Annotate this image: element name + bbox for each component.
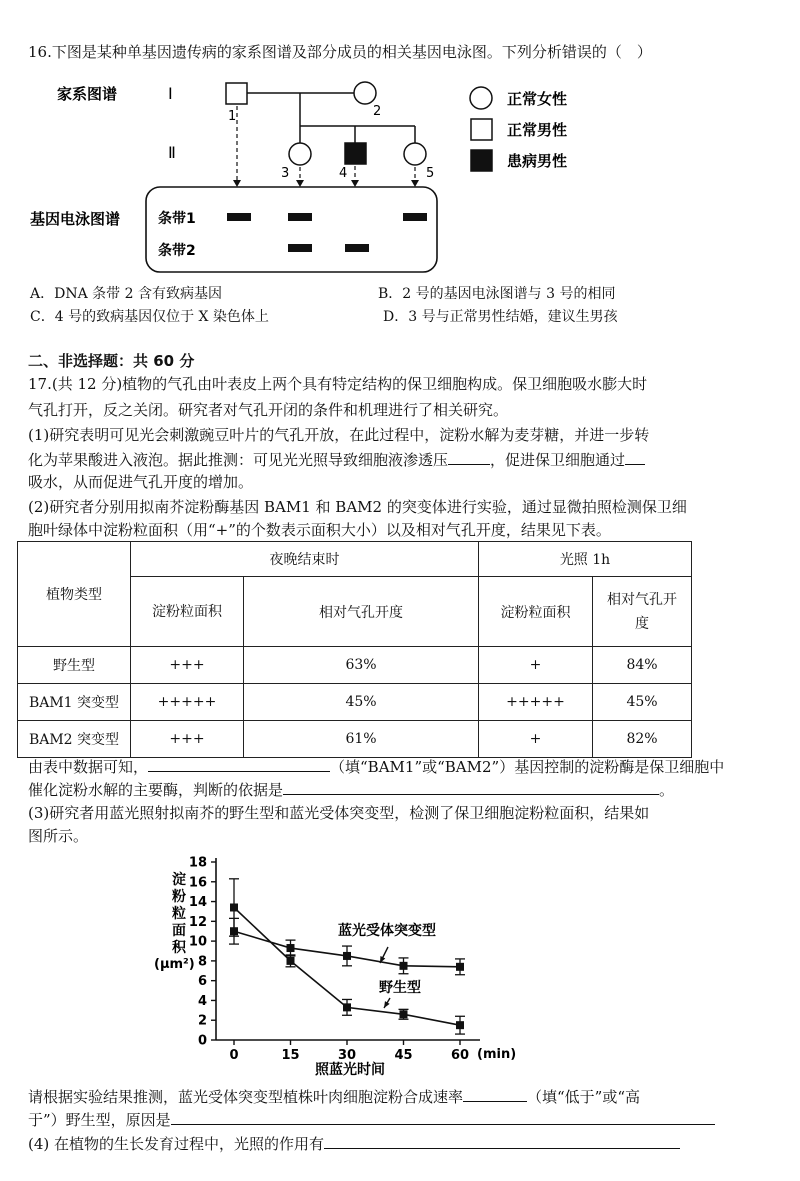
x-axis-unit: (min) — [477, 1047, 517, 1062]
data-point — [400, 1010, 408, 1018]
y-tick-label: 0 — [197, 1033, 207, 1049]
cell-starch-night: +++ — [131, 647, 244, 684]
id-label-4: 4 — [339, 166, 348, 181]
x-tick-label: 30 — [337, 1048, 357, 1063]
q17-after-text-c: 催化淀粉水解的主要酶，判断的依据是 — [28, 781, 284, 799]
y-tick-label: 16 — [188, 875, 207, 891]
table-row — [18, 684, 692, 721]
series-label-wildtype: 野生型 — [379, 980, 421, 996]
subheader-starch-night: 淀粉粒面积 — [131, 577, 244, 647]
individual-2-normal-female — [354, 82, 376, 104]
cell-stoma-light: 82% — [593, 721, 692, 758]
legend-normal-female: 正常女性 — [507, 90, 568, 108]
q17-after-text-a: 由表中数据可知， — [28, 758, 149, 776]
cell-stoma-night: 61% — [244, 721, 479, 758]
table-row — [18, 647, 692, 684]
data-point — [400, 962, 408, 970]
x-tick-label: 45 — [394, 1048, 413, 1063]
q17-part1-line2 — [28, 450, 645, 470]
individual-5-normal-female — [404, 143, 426, 165]
data-point — [287, 944, 295, 952]
starch-area-chart — [150, 848, 530, 1080]
answer-blank-light-roles[interactable] — [324, 1134, 680, 1149]
individual-3-normal-female — [289, 143, 311, 165]
option-a: A．DNA 条带 2 含有致病基因 — [30, 286, 222, 302]
header-light-1h: 光照 1h — [479, 542, 692, 577]
table-row — [18, 721, 692, 758]
q17-part1-text-b: ，促进保卫细胞通过 — [490, 451, 626, 469]
subheader-stoma-light: 相对气孔开度 — [593, 577, 692, 647]
data-point — [343, 952, 351, 960]
q17-after-text-d: 。 — [659, 781, 675, 799]
pedigree-label: 家系图谱 — [57, 85, 118, 103]
q17-part2-line2: 胞叶绿体中淀粉粒面积（用“+”的个数表示面积大小）以及相对气孔开度，结果见下表。 — [28, 521, 611, 539]
q17-intro-2: 气孔打开，反之关闭。研究者对气孔开闭的条件和机理进行了相关研究。 — [28, 401, 509, 419]
q17-part1-text-a: 化为苹果酸进入液泡。据此推测：可见光光照导致细胞液渗透压 — [28, 451, 449, 469]
id-label-3: 3 — [281, 166, 290, 181]
y-tick-label: 2 — [197, 1013, 207, 1029]
band-2-label: 条带2 — [158, 243, 196, 259]
cell-starch-night: +++ — [131, 721, 244, 758]
cell-starch-light: +++++ — [479, 684, 593, 721]
q17-part3-line1: (3)研究者用蓝光照射拟南芥的野生型和蓝光受体突变型，检测了保卫细胞淀粉粒面积，结果如 — [28, 804, 650, 822]
header-night-end: 夜晚结束时 — [131, 542, 479, 577]
y-tick-label: 14 — [188, 895, 207, 911]
answer-blank-basis[interactable] — [283, 780, 659, 795]
q17-tail-text-b: （填“低于”或“高 — [527, 1088, 641, 1106]
band1-lane5 — [403, 213, 427, 221]
option-c: C．4 号的致病基因仅位于 X 染色体上 — [30, 309, 269, 325]
option-b: B．2 号的基因电泳图谱与 3 号的相同 — [378, 286, 616, 302]
cell-stoma-night: 45% — [244, 684, 479, 721]
generation-1-label: Ⅰ — [168, 84, 173, 103]
q17-part1-line3: 吸水，从而促进气孔开度的增加。 — [28, 473, 254, 491]
data-point — [456, 963, 464, 971]
gel-box — [146, 187, 437, 272]
y-tick-label: 6 — [197, 974, 207, 990]
section-2-title: 二、非选择题：共 60 分 — [28, 352, 195, 370]
cell-starch-night: +++++ — [131, 684, 244, 721]
subheader-starch-light: 淀粉粒面积 — [479, 577, 593, 647]
band2-lane3 — [288, 244, 312, 252]
cell-stoma-light: 45% — [593, 684, 692, 721]
legend-filled-square-icon — [471, 150, 492, 171]
band2-lane4 — [345, 244, 369, 252]
y-tick-label: 12 — [188, 914, 207, 930]
y-axis-label: 淀粉粒面积 — [172, 872, 186, 956]
answer-blank-rate[interactable] — [463, 1087, 527, 1102]
q17-part4-text: (4) 在植物的生长发育过程中，光照的作用有 — [28, 1135, 325, 1153]
cell-plant: BAM2 突变型 — [18, 721, 131, 758]
q17-after-table-1 — [28, 757, 724, 777]
q17-after-text-b: （填“BAM1”或“BAM2”）基因控制的淀粉酶是保卫细胞中 — [330, 758, 725, 776]
band1-lane1 — [227, 213, 251, 221]
q17-tail-text-a: 请根据实验结果推测，蓝光受体突变型植株叶肉细胞淀粉合成速率 — [28, 1088, 464, 1106]
q16-stem: 16.下图是某种单基因遗传病的家系图谱及部分成员的相关基因电泳图。下列分析错误的（ ） — [28, 43, 652, 61]
legend-normal-male: 正常男性 — [507, 121, 568, 139]
y-tick-label: 18 — [188, 855, 207, 871]
data-point — [287, 957, 295, 965]
legend-affected-male: 患病男性 — [507, 152, 568, 170]
q17-tail-1 — [28, 1087, 640, 1107]
answer-blank-gene[interactable] — [148, 757, 330, 772]
header-plant-type: 植物类型 — [18, 542, 131, 647]
band1-lane3 — [288, 213, 312, 221]
generation-2-label: Ⅱ — [168, 143, 176, 162]
cell-starch-light: + — [479, 721, 593, 758]
data-point — [230, 903, 238, 911]
band-1-label: 条带1 — [158, 211, 196, 227]
x-tick-label: 60 — [450, 1048, 470, 1063]
y-axis-unit: (μm²) — [154, 957, 195, 972]
cell-stoma-light: 84% — [593, 647, 692, 684]
cell-plant: 野生型 — [18, 647, 131, 684]
q17-tail-text-c: 于”）野生型，原因是 — [28, 1111, 171, 1129]
cell-starch-light: + — [479, 647, 593, 684]
y-tick-label: 8 — [197, 954, 207, 970]
individual-1-normal-male — [226, 83, 247, 104]
subheader-stoma-night: 相对气孔开度 — [244, 577, 479, 647]
results-table — [17, 541, 692, 758]
answer-blank-mechanism[interactable] — [625, 450, 645, 465]
series-label-mutant: 蓝光受体突变型 — [338, 923, 436, 939]
legend-circle-icon — [470, 87, 492, 109]
q17-part2-line1: (2)研究者分别用拟南芥淀粉酶基因 BAM1 和 BAM2 的突变体进行实验，通过显微拍照检测保卫细 — [28, 498, 687, 516]
id-label-1: 1 — [228, 109, 237, 124]
gel-label: 基因电泳图谱 — [30, 210, 121, 228]
q17-part4 — [28, 1134, 680, 1154]
q17-intro-1: 17.(共 12 分)植物的气孔由叶表皮上两个具有特定结构的保卫细胞构成。保卫细胞吸水膨大时 — [28, 375, 648, 393]
legend-square-icon — [471, 119, 492, 140]
id-label-5: 5 — [426, 166, 435, 181]
q17-tail-2 — [28, 1110, 715, 1130]
answer-blank-osmotic[interactable] — [448, 450, 490, 465]
y-tick-label: 10 — [188, 934, 207, 950]
individual-4-affected-male — [345, 143, 366, 164]
cell-plant: BAM1 突变型 — [18, 684, 131, 721]
x-axis-label: 照蓝光时间 — [315, 1062, 385, 1078]
option-d: D．3 号与正常男性结婚，建议生男孩 — [383, 309, 618, 325]
x-tick-label: 15 — [281, 1048, 300, 1063]
answer-blank-reason[interactable] — [171, 1110, 715, 1125]
pedigree-figure — [0, 66, 800, 286]
q17-after-table-2 — [28, 780, 674, 800]
cell-stoma-night: 63% — [244, 647, 479, 684]
q17-part1-line1: (1)研究表明可见光会刺激豌豆叶片的气孔开放，在此过程中，淀粉水解为麦芽糖，并进一步转 — [28, 426, 650, 444]
id-label-2: 2 — [373, 104, 382, 119]
x-tick-label: 0 — [229, 1048, 239, 1063]
y-tick-label: 4 — [197, 993, 207, 1009]
data-point — [456, 1021, 464, 1029]
data-point — [343, 1003, 351, 1011]
q17-part3-line2: 图所示。 — [28, 827, 89, 845]
